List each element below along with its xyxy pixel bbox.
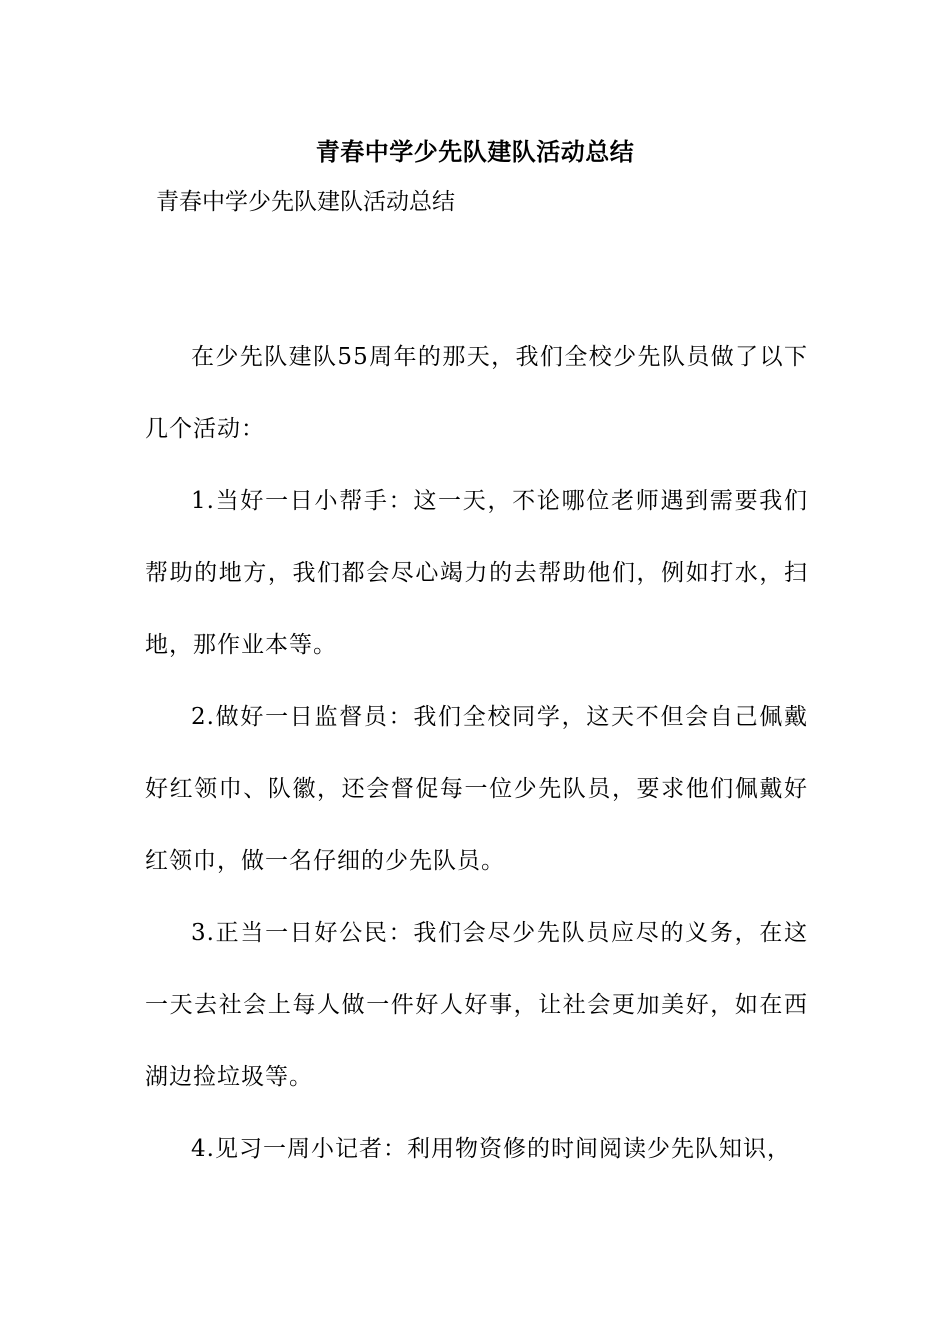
paragraph-activity-4: 4.见习一周小记者：利用物资修的时间阅读少先队知识， <box>191 1136 791 1162</box>
document-title: 青春中学少先队建队活动总结 <box>315 138 635 166</box>
paragraph-intro: 在少先队建队55周年的那天，我们全校少先队员做了以下几个活动： <box>145 344 808 442</box>
paragraph-activity-2: 2.做好一日监督员：我们全校同学，这天不但会自己佩戴好红领巾、队徽，还会督促每一位少先队员，要求他们佩戴好红领巾，做一名仔细的少先队员。 <box>145 704 808 874</box>
paragraph-activity-1: 1.当好一日小帮手：这一天，不论哪位老师遇到需要我们帮助的地方，我们都会尽心竭力的去帮助他们，例如打水，扫地，那作业本等。 <box>145 488 808 658</box>
paragraph-activity-3: 3.正当一日好公民：我们会尽少先队员应尽的义务，在这一天去社会上每人做一件好人好事，让社会更加美好，如在西湖边捡垃圾等。 <box>145 920 808 1090</box>
document-body <box>145 321 808 1185</box>
document-subtitle: 青春中学少先队建队活动总结 <box>156 189 455 215</box>
